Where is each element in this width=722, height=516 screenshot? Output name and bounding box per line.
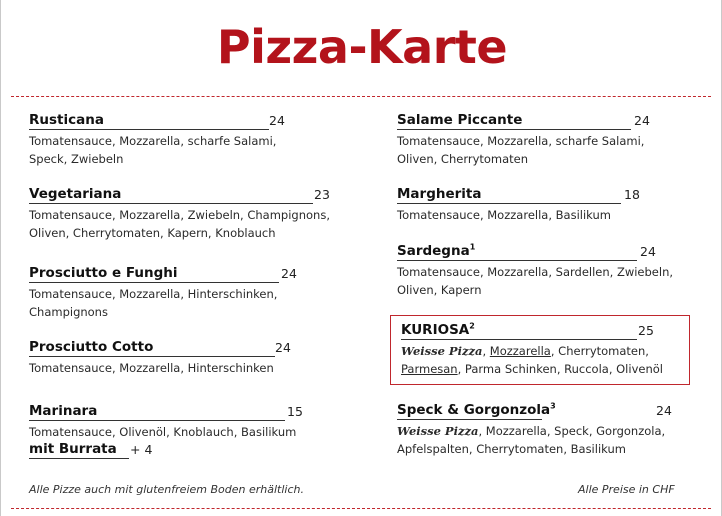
- item-desc-line: Tomatensauce, Olivenöl, Knoblauch, Basilikum: [29, 425, 297, 439]
- menu-item-margherita: [397, 186, 640, 224]
- item-name-text: Sardegna: [397, 243, 470, 259]
- item-price: 23: [314, 187, 330, 202]
- item-underline: [29, 420, 285, 421]
- item-price: 24: [275, 340, 291, 355]
- item-price: 24: [634, 113, 650, 128]
- item-desc-line: Champignons: [29, 305, 108, 319]
- item-price: 15: [287, 404, 303, 419]
- divider-bottom: [11, 508, 711, 509]
- item-name-text: Speck & Gorgonzola: [397, 402, 551, 418]
- item-name: Vegetariana: [29, 186, 122, 202]
- item-name-text: KURIOSA: [401, 322, 470, 338]
- divider-top: [11, 96, 711, 97]
- item-desc-line: Oliven, Kapern: [397, 283, 482, 297]
- desc-highlight: Weisse Pizza: [397, 424, 479, 438]
- item-name: Marinara: [29, 403, 98, 419]
- item-price: 24: [656, 403, 672, 418]
- desc-highlight: Weisse Pizza: [401, 344, 483, 358]
- menu-item-salame-piccante: [397, 112, 650, 168]
- extra-option-burrata: [29, 441, 296, 461]
- item-underline: [397, 419, 542, 420]
- item-underline: [29, 282, 279, 283]
- item-desc-line: Speck, Zwiebeln: [29, 152, 124, 166]
- extra-name: mit Burrata: [29, 441, 117, 457]
- item-price: 25: [638, 323, 654, 338]
- item-price: 24: [269, 113, 285, 128]
- desc-underlined: Parmesan: [401, 362, 458, 376]
- item-name: [397, 243, 475, 260]
- item-name: [397, 402, 556, 419]
- item-desc-line: Oliven, Cherrytomaten, Kapern, Knoblauch: [29, 226, 276, 240]
- desc-text: , Mozzarella, Speck, Gorgonzola,: [478, 424, 666, 438]
- item-name: Prosciutto Cotto: [29, 339, 154, 355]
- item-underline: [397, 260, 637, 261]
- desc-sep: ,: [482, 344, 490, 358]
- footnote-marker: 2: [469, 321, 475, 331]
- menu-item-speck-gorgonzola: [397, 401, 672, 458]
- item-price: 24: [281, 266, 297, 281]
- item-desc-line: Tomatensauce, Mozzarella, Basilikum: [397, 208, 611, 222]
- footer-price-note: Alle Preise in CHF: [578, 483, 675, 496]
- item-desc-line: Oliven, Cherrytomaten: [397, 152, 529, 166]
- item-underline: [29, 356, 275, 357]
- item-desc-line: [397, 422, 665, 440]
- menu-item-rusticana: [29, 112, 285, 168]
- item-desc-line: Tomatensauce, Mozzarella, Hinterschinken,: [29, 287, 278, 301]
- item-desc-line: Tomatensauce, Mozzarella, scharfe Salami,: [29, 134, 277, 148]
- item-desc-line: Tomatensauce, Mozzarella, Sardellen, Zwiebeln,: [397, 265, 674, 279]
- item-underline: [29, 203, 313, 204]
- desc-underlined: Mozzarella: [489, 344, 551, 358]
- item-desc-line: Apfelspalten, Cherrytomaten, Basilikum: [397, 442, 626, 456]
- item-price: 18: [624, 187, 640, 202]
- item-underline: [29, 129, 269, 130]
- extra-underline: [29, 458, 129, 459]
- item-desc-line: Tomatensauce, Mozzarella, scharfe Salami,: [397, 134, 645, 148]
- extra-price: + 4: [130, 442, 153, 457]
- item-desc-line: Tomatensauce, Mozzarella, Zwiebeln, Champignons,: [29, 208, 330, 222]
- item-desc-line: [401, 360, 663, 378]
- menu-item-sardegna: [397, 243, 673, 299]
- item-underline: [397, 203, 621, 204]
- page-title: Pizza-Karte: [216, 20, 508, 74]
- menu-item-prosciutto-cotto: [29, 339, 291, 377]
- item-price: 24: [640, 244, 656, 259]
- item-underline: [397, 129, 631, 130]
- footnote-marker: 1: [469, 242, 476, 252]
- item-name: Margherita: [397, 186, 482, 202]
- item-name: Prosciutto e Funghi: [29, 265, 178, 281]
- item-underline: [401, 339, 637, 340]
- menu-item-kuriosa: [401, 322, 663, 378]
- footer-gluten-note: Alle Pizze auch mit glutenfreiem Boden erhältlich.: [29, 483, 304, 496]
- footnote-marker: 3: [550, 401, 556, 411]
- desc-text: , Cherrytomaten,: [550, 344, 649, 358]
- menu-item-vegetariana: [29, 186, 330, 242]
- item-name: Rusticana: [29, 112, 104, 128]
- menu-item-prosciutto-e-funghi: [29, 265, 297, 321]
- item-name: [401, 322, 475, 339]
- item-desc-line: Tomatensauce, Mozzarella, Hinterschinken: [29, 361, 274, 375]
- item-name: Salame Piccante: [397, 112, 523, 128]
- menu-item-marinara: [29, 403, 303, 461]
- desc-text: , Parma Schinken, Ruccola, Olivenöl: [457, 362, 663, 376]
- item-desc-line: [401, 342, 663, 360]
